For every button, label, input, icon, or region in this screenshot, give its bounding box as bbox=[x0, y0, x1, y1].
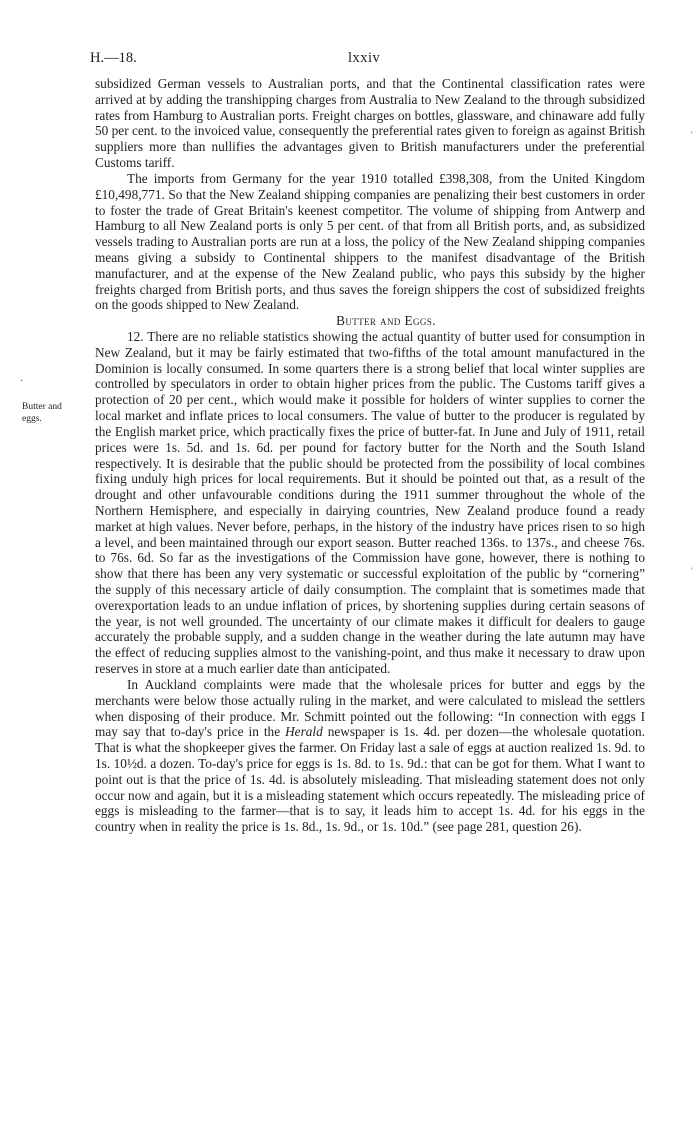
body-text bbox=[95, 76, 645, 835]
page-number: lxxiv bbox=[348, 50, 381, 66]
section-heading: Butter and Eggs. bbox=[336, 313, 436, 329]
scan-mark: ˒ bbox=[690, 562, 694, 573]
newspaper-name: Herald bbox=[285, 724, 323, 740]
paragraph-text: newspaper is 1s. 4d. per dozen—the wholesale quotation. That is what the shopkeeper gives the farmer. On Friday last a sale of eggs at auction realized 1s. 9d. to 1s. 10½d. a dozen. To-day's price for eggs is 1s. 8d. to 1s. 9d.: that can be got for them. What I want to point out is that the price of 1s. 4d. is absolutely misleading. That misleading statement does not only occur now and again, but it is a misleading statement which occurs repeatedly. The misleading price of eggs is misleading to the farmer—that is to say, it leads him to accept 1s. 4d. for his eggs in the country when in reality the price is 1s. 8d., 1s. 9d., or 1s. 10d.” (see page 281, question 26). bbox=[95, 724, 646, 835]
scan-mark: · bbox=[20, 376, 24, 387]
paragraph: subsidized German vessels to Australian ports, and that the Continental classification rates were arrived at by adding the transhipping charges from Australia to New Zealand to the through subsidized rates from Hamburg to Australian ports. Freight charges on bottles, glassware, and chinaware add fully 50 per cent. to the invoiced value, consequently the preferential rates given to foreign as against British suppliers more than nullifies the advantages given to British manufacturers under the preferential Customs tariff. bbox=[95, 76, 645, 171]
scan-mark: ˒ bbox=[690, 126, 694, 137]
page-header bbox=[90, 50, 645, 70]
paragraph-text: In Auckland complaints were made that the wholesale prices for butter and eggs by the merchants were below those actually ruling in the market, and were calculated to mislead the settlers when disposing of their produce. Mr. Schmitt pointed out the following: “In connection with eggs I may say that to-day's price in the bbox=[95, 676, 645, 740]
document-reference: H.—18. bbox=[90, 50, 137, 66]
paragraph-auckland bbox=[95, 677, 645, 835]
margin-note: Butter and eggs. bbox=[22, 402, 62, 424]
paragraph: 12. There are no reliable statistics showing the actual quantity of butter used for consumption in New Zealand, but it may be fairly estimated that two-fifths of the total amount manufactured in the Dominion is locally consumed. In some quarters there is a strong belief that local winter supplies are controlled by speculators in order to obtain higher prices from the public. The Customs tariff gives a protection of 20 per cent., which would make it possible for holders of winter supplies to corner the local market and inflate prices to local consumers. The value of butter to the producer is regulated by the English market price, which practically fixes the price of butter-fat. In June and July of 1911, retail prices were 1s. 5d. and 1s. 6d. per pound for factory butter for the North and the South Island respectively. It is desirable that the public should be protected from the possibility of local combines fixing unduly high prices for local requirements. But it should be pointed out that, as a result of the drought and other unfavourable conditions during the 1911 summer throughout the whole of the Northern Hemisphere, and especially in dairying countries, New Zealand produce found a ready market at high values. Never before, perhaps, in the history of the industry have prices risen to so high a level, and been maintained through our export season. Butter reached 136s. to 137s., and cheese 76s. to 76s. 6d. So far as the investigations of the Commission have gone, however, there is nothing to show that there has been any very systematic or successful exploitation of the public by “cornering” the supply of this necessary article of daily consumption. The complaint that is sometimes made that overexportation leads to an undue inflation of prices, by shortening supplies during certain seasons of the year, is not well grounded. The uncertainty of our climate makes it difficult for dealers to gauge accurately the probable supply, and a sudden change in the weather during the late autumn may have the effect of reducing supplies almost to the vanishing-point, and thus make it necessary to draw upon reserves in store at a much earlier date than anticipated. bbox=[95, 329, 645, 677]
paragraph: The imports from Germany for the year 1910 totalled £398,308, from the United Kingdom £10,498,771. So that the New Zealand shipping companies are penalizing their best customers in order to foster the trade of Great Britain's keenest competitor. The volume of shipping from Antwerp and Hamburg to all New Zealand ports is only 5 per cent. of that from all British ports, and, as subsidized vessels trading to Australian ports are run at a loss, the policy of the New Zealand shipping companies means giving a subsidy to Continental shippers to the manifest disadvantage of the British manufacturer, and at the expense of the New Zealand public, who pays this subsidy by the higher freights charged from British ports, and thus saves the foreign shippers the cost of subsidized freights on the goods shipped to New Zealand. bbox=[95, 170, 645, 313]
